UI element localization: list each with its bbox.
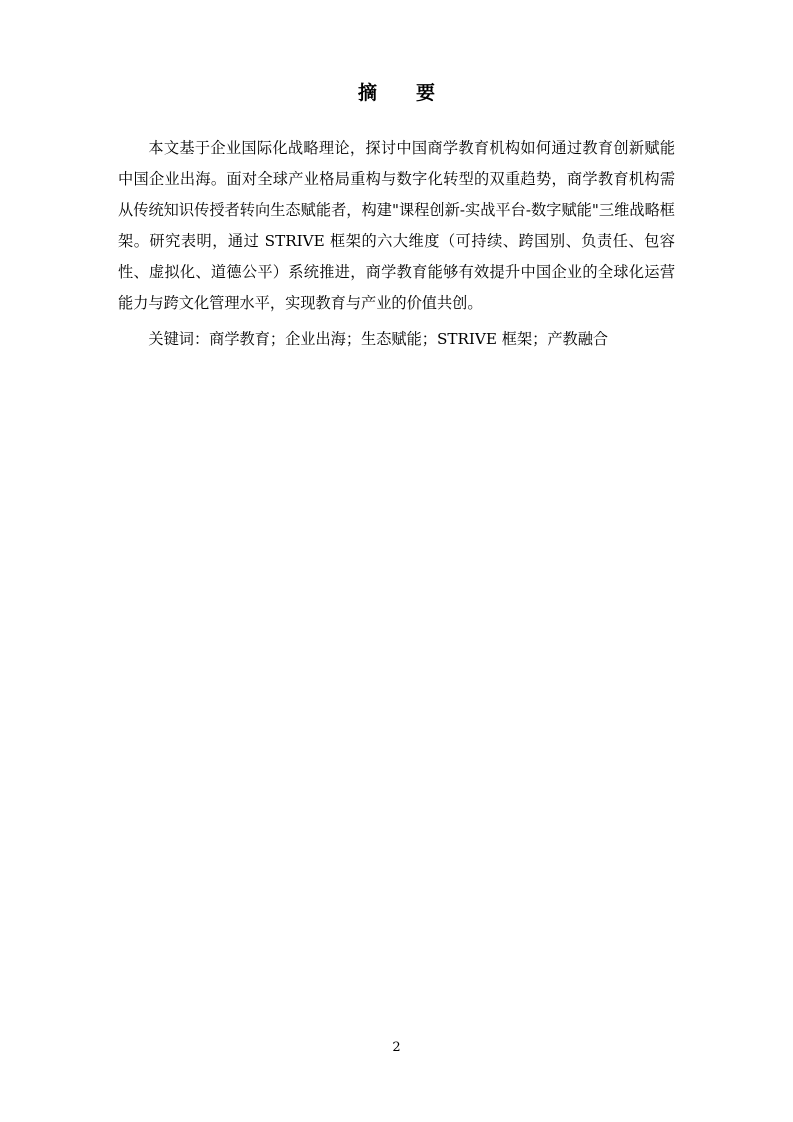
abstract-body bbox=[118, 133, 675, 319]
page-number: 2 bbox=[392, 1040, 401, 1055]
page-content bbox=[118, 78, 675, 355]
abstract-heading: 摘 要 bbox=[357, 82, 445, 104]
keywords-label: 关键词： bbox=[148, 330, 210, 348]
keywords-text: 商学教育；企业出海；生态赋能；STRIVE 框架；产教融合 bbox=[209, 330, 609, 348]
keywords-line bbox=[118, 324, 675, 355]
abstract-paragraph: 本文基于企业国际化战略理论，探讨中国商学教育机构如何通过教育创新赋能中国企业出海。面对全球产业格局重构与数字化转型的双重趋势，商学教育机构需从传统知识传授者转向生态赋能者，构建"课程创新-实战平台-数字赋能"三维战略框架。研究表明，通过 STRIVE 框架的六大维度（可持续、跨国别、负责任、包容性、虚拟化、道德公平）系统推进，商学教育能够有效提升中国企业的全球化运营能力与跨文化管理水平，实现教育与产业的价值共创。 bbox=[118, 139, 675, 312]
